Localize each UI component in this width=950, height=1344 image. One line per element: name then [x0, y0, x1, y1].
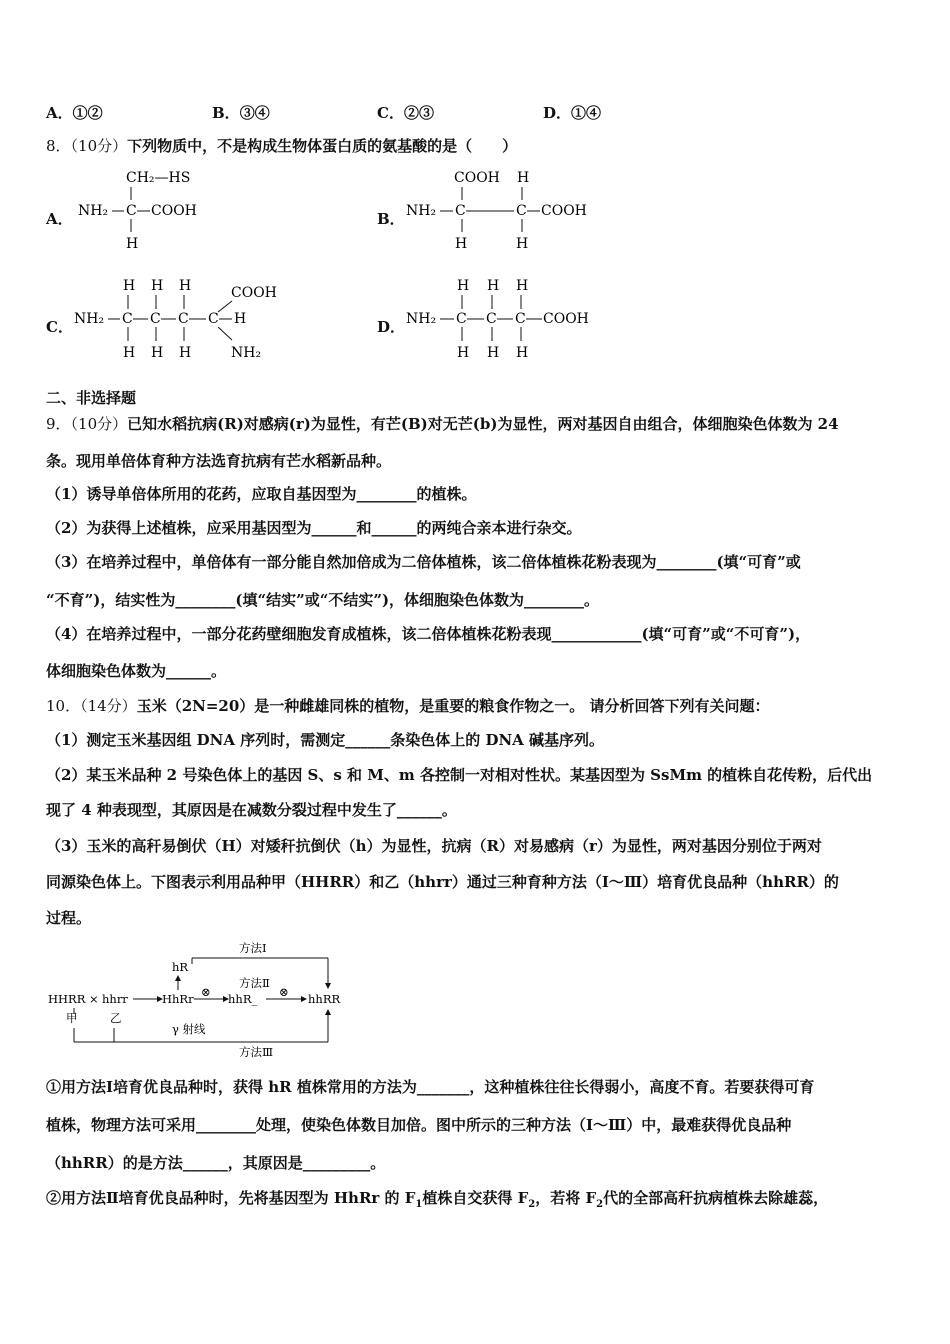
option-value: ②③	[403, 104, 434, 122]
text-segment: ②用方法Ⅱ培育优良品种时，先将基因型为 HhRr 的 F	[46, 1189, 416, 1207]
hydrogen: H	[457, 345, 470, 361]
alpha-carbon: C	[126, 203, 137, 219]
q10-sub1-line2: 植株，物理方法可采用________处理，使染色体数目加倍。图中所示的三种方法（Ⅰ～Ⅲ）中，最难获得优良品种	[46, 1116, 792, 1134]
option-label: D．	[543, 104, 572, 122]
carbon: C	[456, 311, 467, 327]
subscript: 2	[528, 1199, 536, 1210]
breeding-diagram	[44, 938, 354, 1064]
q10-part2-line2: 现了 4 种表现型，其原因是在减数分裂过程中发生了______。	[46, 801, 457, 819]
q8-option-d-label: D．	[377, 318, 406, 336]
hydrogen: H	[179, 345, 192, 361]
nh2-group: NH₂	[406, 203, 437, 219]
question-number: 10．	[46, 697, 81, 715]
ch2-sh-group: CH₂—HS	[126, 170, 191, 186]
hydrogen: H	[516, 278, 529, 294]
question-text: 已知水稻抗病(R)对感病(r)为显性，有芒(B)对无芒(b)为显性，两对基因自由组合，体细胞染色体数为 24	[127, 415, 839, 433]
nh2-group: NH₂	[406, 311, 437, 327]
parent-1: HHRR	[48, 992, 86, 1006]
cross-sign: ×	[89, 992, 99, 1006]
question-number: 9．	[46, 415, 71, 433]
q10-part2-line1: （2）某玉米品种 2 号染色体上的基因 S、s 和 M、m 各控制一对相对性状。某基因型为 SsMm 的植株自花传粉，后代出	[46, 766, 873, 784]
q9-part4-line1: （4）在培养过程中，一部分花药壁细胞发育成植株，该二倍体植株花粉表现____________(填“可育”或“不可育”)，	[46, 625, 811, 643]
selfing-symbol-2: ⊗	[279, 985, 289, 999]
hydrogen: H	[123, 278, 136, 294]
q8-stem	[46, 136, 517, 156]
cooh-group: COOH	[151, 203, 197, 219]
q10-sub1-line1: ①用方法Ⅰ培育优良品种时，获得 hR 植株常用的方法为_______，这种植株往往长得弱小，高度不育。若要获得可育	[46, 1078, 815, 1096]
hR-label: hR	[172, 960, 189, 974]
cooh-group: COOH	[543, 311, 589, 327]
method-1-label: 方法Ⅰ	[239, 941, 267, 955]
carbon: C	[455, 203, 466, 219]
q9-part4-line2: 体细胞染色体数为______。	[46, 662, 227, 680]
q10-stem	[46, 696, 770, 716]
hydrogen: H	[151, 278, 164, 294]
question-score: （10分）	[70, 137, 128, 155]
hydrogen: H	[487, 278, 500, 294]
hydrogen: H	[487, 345, 500, 361]
carbon: C	[150, 311, 161, 327]
structure-b	[404, 160, 604, 260]
q7-option-a	[46, 102, 103, 123]
cooh-group: COOH	[454, 170, 500, 186]
option-label: C．	[377, 104, 404, 122]
option-label: A．	[46, 104, 73, 122]
method-3-label: 方法Ⅲ	[239, 1045, 274, 1059]
text-segment: 代的全部高秆抗病植株去除雄蕊，	[603, 1189, 829, 1207]
q9-part1: （1）诱导单倍体所用的花药，应取自基因型为________的植株。	[46, 485, 477, 503]
gamma-ray-label: γ 射线	[172, 1022, 206, 1036]
q7-option-c	[377, 102, 434, 123]
hydrogen: H	[455, 236, 468, 252]
section-title: 二、非选择题	[46, 389, 137, 407]
option-value: ③④	[239, 104, 270, 122]
question-text: 下列物质中，不是构成生物体蛋白质的氨基酸的是（ ）	[127, 137, 518, 155]
q10-sub2-line1	[46, 1188, 828, 1215]
question-number: 8．	[46, 137, 71, 155]
q8-option-c-label: C．	[46, 318, 73, 336]
carbon: C	[178, 311, 189, 327]
q9-stem-line2: 条。现用单倍体育种方法选育抗病有芒水稻新品种。	[46, 452, 392, 470]
q9-part3-line2: “不育”)，结实性为________(填“结实”或“不结实”)，体细胞染色体数为________。	[46, 591, 600, 609]
hydrogen: H	[126, 236, 139, 252]
carbon: C	[486, 311, 497, 327]
parent-1-name: 甲	[66, 1011, 78, 1025]
text-segment: ，若将 F	[535, 1189, 597, 1207]
target-genotype: hhRR	[308, 992, 341, 1006]
q9-stem-line1	[46, 414, 839, 434]
question-score: （10分）	[70, 415, 128, 433]
hydrogen: H	[151, 345, 164, 361]
structure-c	[72, 268, 302, 368]
carbon: C	[515, 311, 526, 327]
q10-part3-line2: 同源染色体上。下图表示利用品种甲（HHRR）和乙（hhrr）通过三种育种方法（Ⅰ～Ⅲ）培育优良品种（hhRR）的	[46, 873, 839, 891]
option-value: ①④	[571, 104, 602, 122]
carbon: C	[208, 311, 219, 327]
q7-option-d	[543, 102, 601, 123]
hydrogen: H	[516, 236, 529, 252]
parent-2: hhrr	[102, 992, 128, 1006]
nh2-group: NH₂	[231, 345, 262, 361]
subscript: 1	[415, 1199, 423, 1210]
q10-part3-line3: 过程。	[46, 909, 92, 927]
parent-2-name: 乙	[110, 1011, 122, 1025]
q10-part3-line1: （3）玉米的高秆易倒伏（H）对矮秆抗倒伏（h）为显性，抗病（R）对易感病（r）为显性，两对基因分别位于两对	[46, 837, 822, 855]
carbon: C	[122, 311, 133, 327]
question-score: （14分）	[80, 697, 137, 715]
subscript: 2	[596, 1199, 604, 1210]
nh2-group: NH₂	[78, 203, 109, 219]
q10-sub1-line3: （hhRR）的是方法______，其原因是_________。	[46, 1154, 386, 1172]
cooh-group: COOH	[231, 285, 277, 301]
structure-d	[404, 268, 614, 368]
hydrogen: H	[516, 345, 529, 361]
hydrogen: H	[517, 170, 530, 186]
q9-part3-line1: （3）在培养过程中，单倍体有一部分能自然加倍成为二倍体植株，该二倍体植株花粉表现为________(填“可育”或	[46, 553, 801, 571]
option-value: ①②	[72, 104, 103, 122]
hydrogen: H	[457, 278, 470, 294]
intermediate-genotype: hhR_	[228, 992, 258, 1006]
question-text: 玉米（2N=20）是一种雌雄同株的植物，是重要的粮食作物之一。 请分析回答下列有关问题：	[136, 697, 770, 715]
method-2-label: 方法Ⅱ	[239, 976, 270, 990]
cooh-group: COOH	[541, 203, 587, 219]
q8-option-b-label: B．	[377, 210, 405, 228]
hydrogen: H	[123, 345, 136, 361]
hydrogen: H	[179, 278, 192, 294]
nh2-group: NH₂	[74, 311, 105, 327]
q10-part1: （1）测定玉米基因组 DNA 序列时，需测定______条染色体上的 DNA 碱基序列。	[46, 731, 605, 749]
structure-a	[72, 160, 212, 260]
q7-option-b	[212, 102, 270, 123]
text-segment: 植株自交获得 F	[422, 1189, 529, 1207]
q8-option-a-label: A．	[46, 210, 73, 228]
hydrogen: H	[234, 311, 247, 327]
selfing-symbol-1: ⊗	[201, 985, 211, 999]
option-label: B．	[212, 104, 240, 122]
f1-genotype: HhRr	[162, 992, 194, 1006]
q9-part2: （2）为获得上述植株，应采用基因型为______和______的两纯合亲本进行杂交。	[46, 519, 582, 537]
carbon: C	[516, 203, 527, 219]
